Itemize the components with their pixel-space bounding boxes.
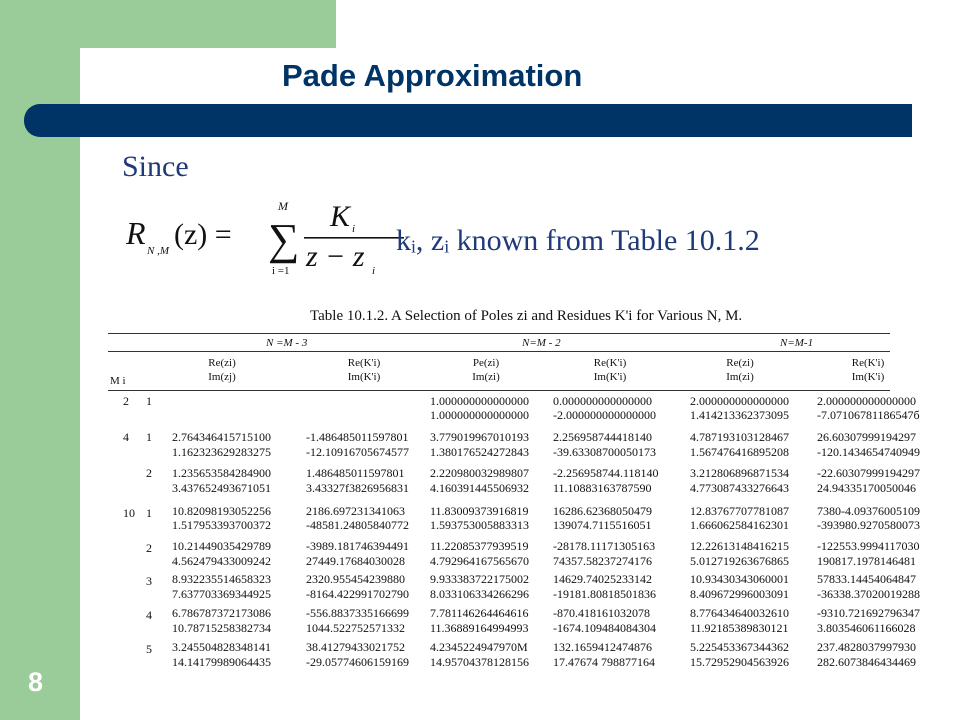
title-underline-bar	[24, 104, 912, 137]
row-i-index: 3	[146, 574, 152, 588]
table-cell: -36338.37020019288	[817, 587, 920, 601]
denominator-subscript: i	[372, 265, 376, 277]
table-cell: 1.593753005883313	[430, 518, 529, 532]
table-cell: 1.000000000000000	[430, 394, 529, 408]
fraction-bar	[304, 237, 404, 239]
table-cell: 1.000000000000000	[430, 408, 529, 422]
table-cell: -1674.109484084304	[553, 621, 656, 635]
table-cell: -1.486485011597801	[306, 430, 409, 444]
table-cell: 9.933383722175002	[430, 572, 529, 586]
table-cell: 1.517953393700372	[172, 518, 271, 532]
table-cell: 2320.955454239880	[306, 572, 405, 586]
table-cell: 1.414213362373095	[690, 408, 789, 422]
content-panel-corner	[80, 48, 120, 88]
table-cell: 14.14179989064435	[172, 655, 271, 669]
table-cell: 2.764346415715100	[172, 430, 271, 444]
column-header: Re(K'i) Im(K'i)	[593, 357, 627, 383]
table-cell: 2.000000000000000	[690, 394, 789, 408]
numerator-subscript: i	[352, 223, 356, 235]
table-cell: 132.1659412474876	[553, 640, 652, 654]
table-cell: 4.2345224947970M	[430, 640, 528, 654]
table-cell: 26.60307999194297	[817, 430, 916, 444]
table-cell: 74357.58237274176	[553, 554, 652, 568]
table-cell: 17.47674 798877164	[553, 655, 655, 669]
table-cell: 7.781146264464616	[430, 606, 529, 620]
index-header: M i	[110, 375, 126, 387]
slide-title: Pade Approximation	[282, 58, 583, 93]
table-cell: 1.162323629283275	[172, 445, 271, 459]
table-cell: 7380-4.09376005109	[817, 504, 920, 518]
table-cell: 3.803546061166028	[817, 621, 916, 635]
table-cell: -48581.24805840772	[306, 518, 409, 532]
column-header: Re(zi) Im(zj)	[208, 357, 236, 383]
since-label: Since	[122, 150, 189, 183]
table-cell: 237.4828037997930	[817, 640, 916, 654]
table-cell: 8.033106334266296	[430, 587, 529, 601]
table-cell: 16286.62368050479	[553, 504, 652, 518]
table-cell: 7.637703369344925	[172, 587, 271, 601]
row-i-index: 1	[146, 394, 152, 408]
table-cell: 5.012719263676865	[690, 554, 789, 568]
table-cell: 6.786787372173086	[172, 606, 271, 620]
top-accent-band	[0, 0, 336, 48]
table-cell: 1.235653584284900	[172, 466, 271, 480]
table-cell: -2.256958744.118140	[553, 466, 659, 480]
table-cell: 11.92185389830121	[690, 621, 789, 635]
fraction-numerator: K	[330, 200, 351, 233]
table-cell: 3.779019967010193	[430, 430, 529, 444]
table-cell: 2186.697231341063	[306, 504, 405, 518]
table-cell: 190817.1978146481	[817, 554, 916, 568]
table-caption: Table 10.1.2. A Selection of Poles zi and Residues K'i for Various N, M.	[310, 308, 743, 324]
table-cell: 0.000000000000000	[553, 394, 652, 408]
row-m-index: 4	[123, 430, 129, 444]
table-cell: 4.160391445506932	[430, 481, 529, 495]
table-cell: 4.562479433009242	[172, 554, 271, 568]
table-cell: -393980.9270580073	[817, 518, 920, 532]
table-cell: -120.1434654740949	[817, 445, 920, 459]
column-header: Re(zi) Im(zi)	[726, 357, 754, 383]
table-cell: 10.21449035429789	[172, 539, 271, 553]
table-cell: 4.792964167565670	[430, 554, 529, 568]
row-i-index: 2	[146, 466, 152, 480]
table-cell: -7.07106781186547б	[817, 408, 920, 422]
column-header: Pe(zi) Im(zi)	[472, 357, 500, 383]
known-note: kᵢ, zᵢ known from Table 10.1.2	[396, 224, 760, 257]
table-cell: 11.36889164994993	[430, 621, 529, 635]
row-i-index: 2	[146, 541, 152, 555]
table-cell: 2.000000000000000	[817, 394, 916, 408]
table-rule	[108, 390, 890, 391]
table-cell: -19181.80818501836	[553, 587, 656, 601]
row-i-index: 1	[146, 506, 152, 520]
table-cell: 14629.74025233142	[553, 572, 652, 586]
table-cell: 10.78715258382734	[172, 621, 271, 635]
group-header: N=M - 2	[522, 337, 561, 349]
table-cell: 2.220980032989807	[430, 466, 529, 480]
table-cell: 11.22085377939519	[430, 539, 529, 553]
table-cell: 15.72952904563926	[690, 655, 789, 669]
table-cell: -870.418161032078	[553, 606, 650, 620]
table-cell: 4.787193103128467	[690, 430, 789, 444]
sum-upper-limit: M	[278, 199, 288, 213]
row-m-index: 10	[123, 506, 135, 520]
table-cell: 4.773087433276643	[690, 481, 789, 495]
table-cell: 27449.17684030028	[306, 554, 405, 568]
table-cell: 1.486485011597801	[306, 466, 405, 480]
table-cell: -122553.9994117030	[817, 539, 920, 553]
row-i-index: 4	[146, 608, 152, 622]
table-cell: 11.83009373916819	[430, 504, 529, 518]
table-cell: 8.932235514658323	[172, 572, 271, 586]
table-cell: 10.82098193052256	[172, 504, 271, 518]
column-header: Re(K'i) Im(K'i)	[347, 357, 381, 383]
table-cell: 5.225453367344362	[690, 640, 789, 654]
fraction-denominator: z − z	[306, 240, 365, 273]
table-cell: -28178.11171305163	[553, 539, 656, 553]
table-rule	[108, 333, 890, 334]
formula-r-subscript: N ,M	[147, 245, 169, 257]
table-cell: -8164.422991702790	[306, 587, 409, 601]
table-cell: 2.256958744418140	[553, 430, 652, 444]
table-cell: 8.409672996003091	[690, 587, 789, 601]
table-cell: 1.380176524272843	[430, 445, 529, 459]
table-cell: 3.43327f3826956831	[306, 481, 409, 495]
row-m-index: 2	[123, 394, 129, 408]
table-cell: 1.666062584162301	[690, 518, 789, 532]
table-cell: 24.94335170050046	[817, 481, 916, 495]
table-cell: 12.22613148416215	[690, 539, 789, 553]
table-cell: -22.60307999194297	[817, 466, 920, 480]
table-cell: 14.95704378128156	[430, 655, 529, 669]
table-cell: -556.8837335166699	[306, 606, 409, 620]
table-cell: 3.245504828348141	[172, 640, 271, 654]
table-cell: 1.567476416895208	[690, 445, 789, 459]
table-cell: 12.83767707781087	[690, 504, 789, 518]
sum-symbol: ∑	[268, 215, 300, 264]
table-rule	[108, 351, 890, 352]
row-i-index: 5	[146, 642, 152, 656]
table-cell: 3.212806896871534	[690, 466, 789, 480]
table-cell: -29.05774606159169	[306, 655, 409, 669]
table-cell: 8.776434640032610	[690, 606, 789, 620]
table-cell: 1044.522752571332	[306, 621, 405, 635]
formula-argument: (z) =	[174, 218, 232, 251]
table-cell: -9310.721692796347	[817, 606, 920, 620]
table-cell: 38.41279433021752	[306, 640, 405, 654]
column-header: Re(K'i) Im(K'i)	[851, 357, 885, 383]
formula-r: R	[126, 215, 146, 251]
table-cell: 10.93430343060001	[690, 572, 789, 586]
table-cell: -2.000000000000000	[553, 408, 656, 422]
table-cell: -39.63308700050173	[553, 445, 656, 459]
table-cell: 57833.14454064847	[817, 572, 916, 586]
group-header: N =M - 3	[266, 337, 308, 349]
sum-lower-limit: i =1	[272, 265, 290, 277]
table-cell: 11.10883163787590	[553, 481, 652, 495]
row-i-index: 1	[146, 430, 152, 444]
slide-number: 8	[28, 667, 44, 697]
table-cell: 3.437652493671051	[172, 481, 271, 495]
table-cell: 282.6073846434469	[817, 655, 916, 669]
pade-formula	[126, 196, 406, 280]
group-header: N=M-1	[780, 337, 814, 349]
table-cell: -3989.181746394491	[306, 539, 409, 553]
table-cell: -12.10916705674577	[306, 445, 409, 459]
table-cell: 139074.7115516051	[553, 518, 652, 532]
